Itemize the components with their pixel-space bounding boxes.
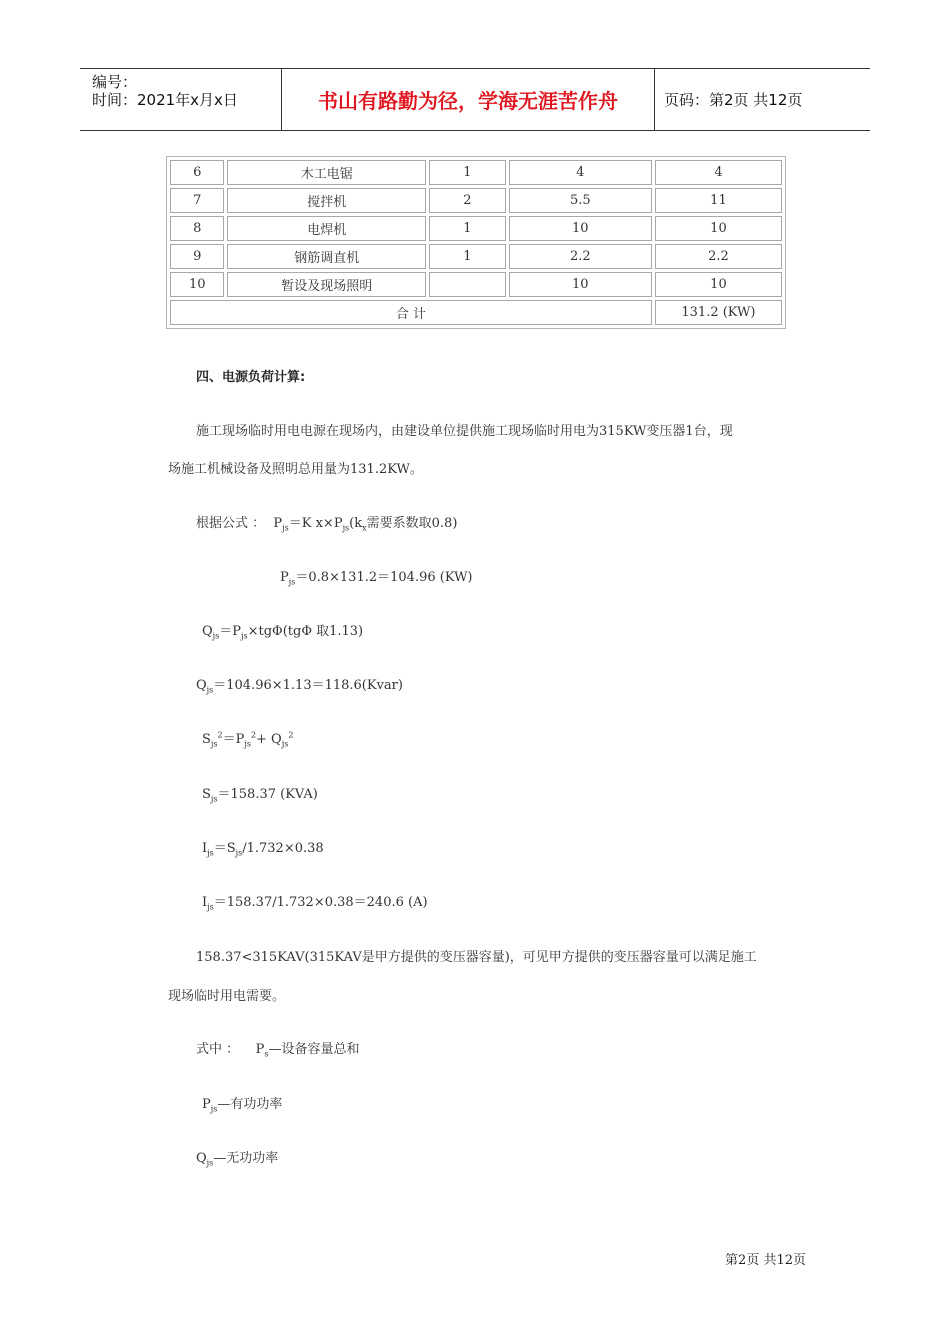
table-cell: 4 [655, 160, 782, 185]
table-cell: 5.5 [509, 188, 652, 213]
formula-symbol: P [280, 570, 289, 585]
paragraph-line: 场施工机械设备及照明总用量为131.2KW。 [168, 462, 423, 477]
formula-subscript: js [288, 577, 296, 587]
table-cell: 1 [429, 244, 506, 269]
formula-text: ＝158.37/1.732×0.38＝240.6 (A) [213, 895, 428, 910]
formula-subscript: js [342, 523, 350, 533]
total-value: 131.2 (KW) [655, 300, 782, 325]
formula-text: ＝S [213, 841, 236, 856]
formula-text: (k [349, 516, 363, 531]
header-number: 编号： [92, 73, 138, 91]
formula-line [196, 674, 403, 695]
formula-line [202, 728, 293, 749]
formula-text: ×tgΦ(tgΦ 取1.13) [247, 624, 364, 639]
formula-superscript: 2 [250, 730, 257, 740]
table-row [170, 216, 782, 241]
page-header [80, 68, 870, 131]
table-cell [429, 272, 506, 297]
formula-symbol: P [273, 516, 283, 531]
table-cell: 1 [429, 160, 506, 185]
table-cell: 10 [509, 272, 652, 297]
table-row [170, 272, 782, 297]
formula-line [280, 566, 473, 587]
total-label: 合 计 [170, 300, 652, 325]
table-cell: 8 [170, 216, 224, 241]
table-cell: 木工电锯 [227, 160, 426, 185]
table-row [170, 160, 782, 185]
paragraph-line: 158.37<315KAV(315KAV是甲方提供的变压器容量)，可见甲方提供的变压器容量可以满足施工 [196, 950, 757, 965]
formula-text: ＝104.96×1.13＝118.6(Kvar) [213, 678, 403, 693]
table-cell: 9 [170, 244, 224, 269]
table-cell: 10 [170, 272, 224, 297]
legend-text: —设备容量总和 [268, 1042, 360, 1057]
formula-subscript: js [235, 848, 243, 858]
formula-superscript: 2 [288, 730, 294, 740]
formula-subscript: js [206, 1158, 214, 1168]
table-cell: 7 [170, 188, 224, 213]
table-cell: 暂设及现场照明 [227, 272, 426, 297]
table-cell: 2 [429, 188, 506, 213]
formula-subscript: js [210, 794, 218, 804]
paragraph-line: 施工现场临时用电电源在现场内，由建设单位提供施工现场临时用电为315KW变压器1台，现 [196, 424, 733, 439]
formula-line [202, 891, 428, 912]
formula-symbol: S [202, 787, 211, 802]
formula-subscript: js [212, 631, 220, 641]
table-cell: 电焊机 [227, 216, 426, 241]
formula-label: 根据公式 ： [196, 516, 266, 531]
legend-line [202, 1093, 282, 1114]
formula-subscript: js [207, 902, 214, 912]
table-cell: 钢筋调直机 [227, 244, 426, 269]
formula-symbol: I [202, 895, 208, 910]
formula-symbol: Q [202, 624, 213, 639]
formula-symbol: P [255, 1042, 265, 1057]
formula-line [202, 837, 324, 858]
formula-superscript: 2 [217, 730, 223, 740]
legend-line [196, 1038, 360, 1059]
table-cell: 6 [170, 160, 224, 185]
table-cell: 4 [509, 160, 652, 185]
table-cell: 2.2 [655, 244, 782, 269]
formula-text: ＝0.8×131.2＝104.96 (KW) [295, 570, 473, 585]
formula-subscript: js [282, 523, 289, 533]
formula-text: 需要系数取0.8) [366, 516, 458, 531]
formula-subscript: x [362, 523, 367, 533]
header-page-code: 页码：第2页 共12页 [664, 91, 803, 109]
table-row [170, 244, 782, 269]
section-title: 四、电源负荷计算: [196, 370, 306, 385]
formula-text: ＝P [222, 732, 245, 747]
formula-symbol: Q [196, 1151, 207, 1166]
equipment-table [166, 156, 786, 329]
formula-subscript: js [207, 848, 214, 858]
formula-subscript: js [241, 631, 248, 641]
table-cell: 1 [429, 216, 506, 241]
formula-subscript: js [210, 739, 218, 749]
formula-text: ＝K x×P [288, 516, 343, 531]
page-footer: 第2页 共12页 [725, 1253, 806, 1268]
formula-symbol: I [202, 841, 208, 856]
header-time: 时间：2021年x月x日 [92, 91, 238, 109]
formula-subscript: js [210, 1104, 218, 1114]
formula-subscript: js [206, 685, 214, 695]
formula-text: ＝158.37 (KVA) [217, 787, 318, 802]
table-cell: 搅拌机 [227, 188, 426, 213]
formula-subscript: js [281, 739, 289, 749]
header-meta [92, 73, 282, 109]
table-cell: 2.2 [509, 244, 652, 269]
formula-symbol: Q [196, 678, 207, 693]
formula-line [196, 512, 457, 533]
legend-line [196, 1147, 278, 1168]
formula-text: ＝P [219, 624, 242, 639]
legend-text: —有功功率 [217, 1097, 283, 1112]
header-motto: 书山有路勤为径，学海无涯苦作舟 [318, 89, 618, 113]
formula-symbol: S [202, 732, 211, 747]
paragraph-line: 现场临时用电需要。 [168, 989, 286, 1004]
equipment-table-grid [167, 157, 785, 328]
legend-label: 式中 ： [196, 1042, 240, 1057]
formula-text: /1.732×0.38 [242, 841, 324, 856]
formula-text: + Q [256, 732, 282, 747]
table-cell: 10 [509, 216, 652, 241]
formula-symbol: P [202, 1097, 211, 1112]
table-cell: 11 [655, 188, 782, 213]
table-total-row [170, 300, 782, 325]
table-row [170, 188, 782, 213]
formula-line [202, 620, 363, 641]
header-divider [654, 69, 655, 130]
table-cell: 10 [655, 272, 782, 297]
legend-text: —无功功率 [213, 1151, 279, 1166]
formula-subscript: js [244, 739, 251, 749]
formula-line [202, 783, 318, 804]
table-cell: 10 [655, 216, 782, 241]
formula-subscript: s [264, 1049, 269, 1059]
